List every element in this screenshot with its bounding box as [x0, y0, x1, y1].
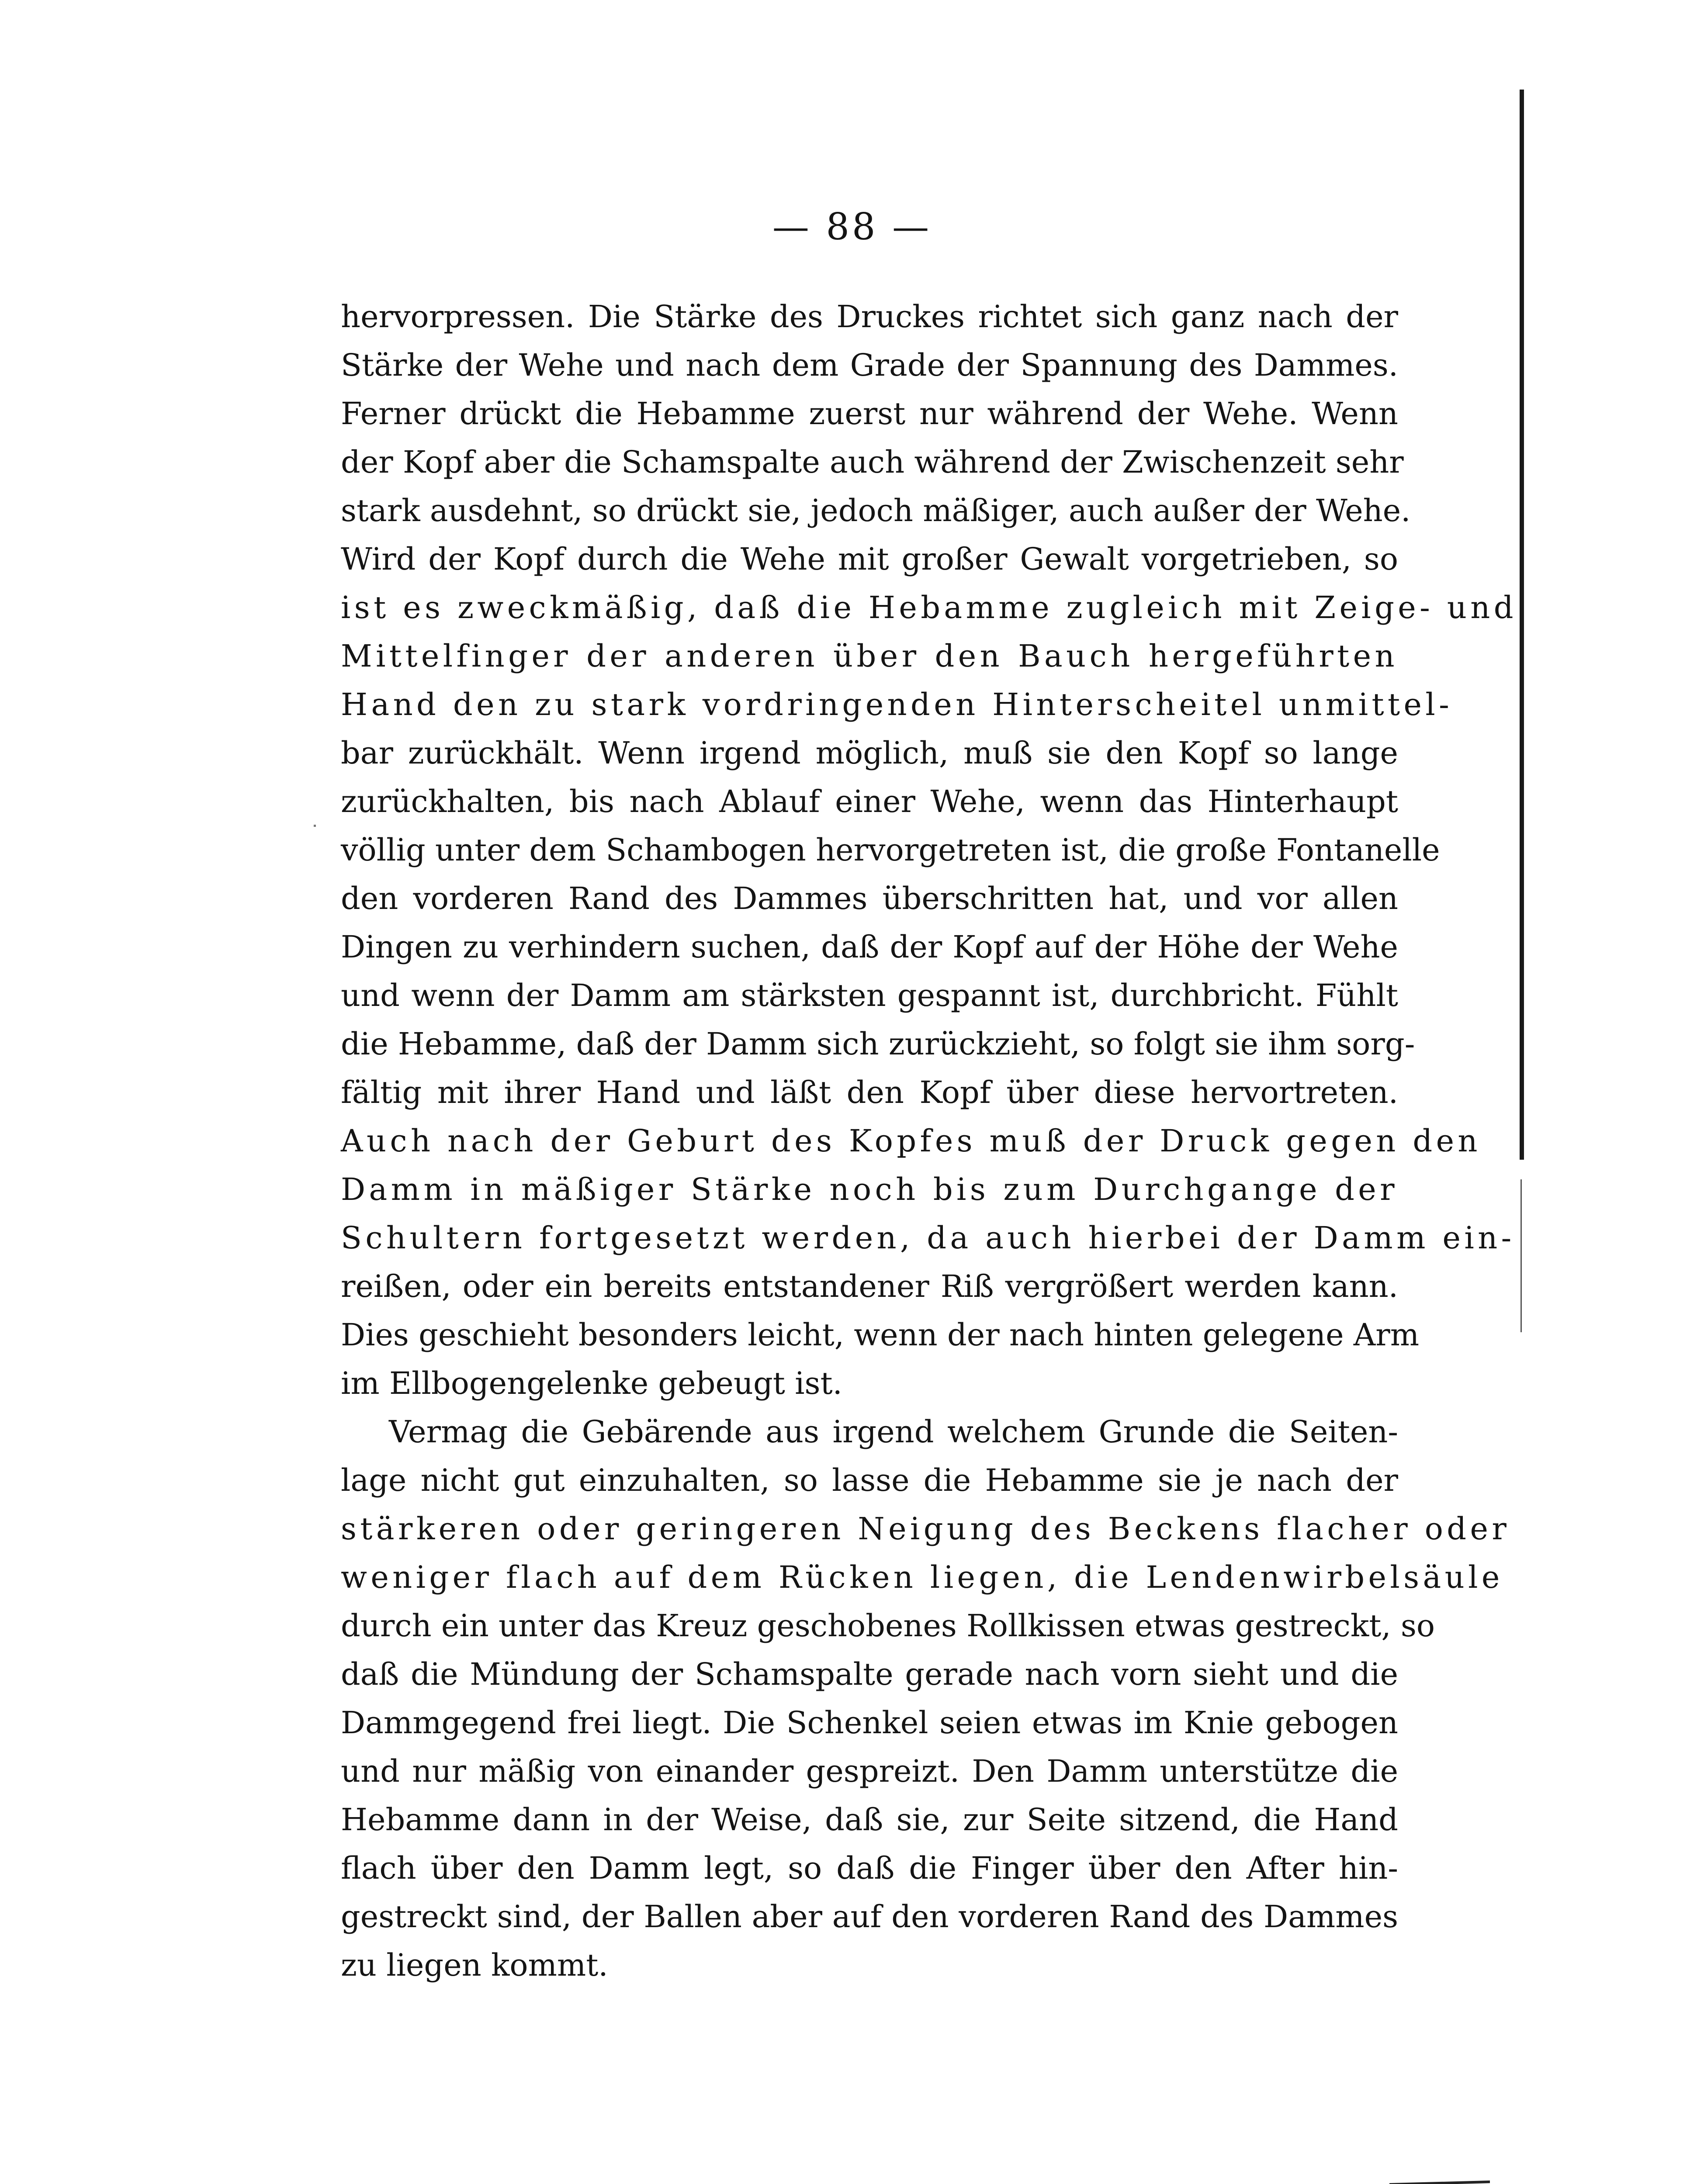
text-line: Dingen zu verhindern suchen, daß der Kopf auf der Höhe der Wehe — [341, 929, 1398, 965]
text-line: zurückhalten, bis nach Ablauf einer Wehe, wenn das Hinterhaupt — [341, 784, 1398, 819]
scan-page-edge-lower — [1520, 1179, 1522, 1332]
text-line: im Ellbogengelenke gebeugt ist. — [341, 1365, 842, 1401]
text-line: Wird der Kopf durch die Wehe mit großer Gewalt vorgetrieben, so — [341, 541, 1398, 577]
text-line: fältig mit ihrer Hand und läßt den Kopf über diese hervortreten. — [341, 1075, 1398, 1110]
text-line: daß die Mündung der Schamspalte gerade nach vorn sieht und die — [341, 1656, 1398, 1692]
scan-speck — [314, 825, 316, 827]
page-number: — 88 — — [772, 205, 932, 248]
text-line: zu liegen kommt. — [341, 1947, 608, 1983]
text-line: Vermag die Gebärende aus irgend welchem Grunde die Seiten- — [389, 1414, 1398, 1450]
text-line: Mittelfinger der anderen über den Bauch hergeführten — [341, 638, 1398, 674]
text-line: Damm in mäßiger Stärke noch bis zum Durchgange der — [341, 1171, 1398, 1207]
text-line: gestreckt sind, der Ballen aber auf den vorderen Rand des Dammes — [341, 1899, 1398, 1935]
text-line: bar zurückhält. Wenn irgend möglich, muß sie den Kopf so lange — [341, 735, 1398, 771]
text-line: die Hebamme, daß der Damm sich zurückzieht, so folgt sie ihm sorg- — [341, 1026, 1415, 1062]
text-line: der Kopf aber die Schamspalte auch während der Zwischenzeit sehr — [341, 444, 1404, 480]
text-line: völlig unter dem Schambogen hervorgetreten ist, die große Fontanelle — [341, 832, 1440, 868]
text-line: reißen, oder ein bereits entstandener Riß vergrößert werden kann. — [341, 1268, 1398, 1304]
text-line: Dies geschieht besonders leicht, wenn der nach hinten gelegene Arm — [341, 1317, 1420, 1353]
body-text — [341, 293, 1517, 1990]
scan-mark — [1389, 2181, 1490, 2184]
paragraph-2 — [341, 1408, 1510, 1990]
text-line: Hebamme dann in der Weise, daß sie, zur Seite sitzend, die Hand — [341, 1802, 1398, 1838]
text-line: Ferner drückt die Hebamme zuerst nur während der Wehe. Wenn — [341, 396, 1398, 432]
text-line: Hand den zu stark vordringenden Hinterscheitel unmittel- — [341, 687, 1453, 722]
text-line: stärkeren oder geringeren Neigung des Beckens flacher oder — [341, 1511, 1510, 1547]
paragraph-1 — [341, 293, 1517, 1408]
text-line: Schultern fortgesetzt werden, da auch hierbei der Damm ein- — [341, 1220, 1515, 1256]
text-line: weniger flach auf dem Rücken liegen, die Lendenwirbelsäule — [341, 1559, 1503, 1595]
text-line: flach über den Damm legt, so daß die Finger über den After hin- — [341, 1850, 1398, 1886]
text-line: ist es zweckmäßig, daß die Hebamme zugleich mit Zeige- und — [341, 590, 1517, 625]
scan-page-edge — [1520, 90, 1524, 1160]
text-line: durch ein unter das Kreuz geschobenes Rollkissen etwas gestreckt, so — [341, 1608, 1435, 1644]
text-line: Dammgegend frei liegt. Die Schenkel seien etwas im Knie gebogen — [341, 1705, 1398, 1741]
text-line: und wenn der Damm am stärksten gespannt ist, durchbricht. Fühlt — [341, 978, 1398, 1013]
text-line: und nur mäßig von einander gespreizt. Den Damm unterstütze die — [341, 1753, 1398, 1789]
text-line: stark ausdehnt, so drückt sie, jedoch mäßiger, auch außer der Wehe. — [341, 493, 1411, 529]
text-line: hervorpressen. Die Stärke des Druckes richtet sich ganz nach der — [341, 299, 1398, 335]
text-line: den vorderen Rand des Dammes überschritten hat, und vor allen — [341, 881, 1398, 916]
text-line: Stärke der Wehe und nach dem Grade der Spannung des Dammes. — [341, 347, 1398, 383]
text-line: lage nicht gut einzuhalten, so lasse die Hebamme sie je nach der — [341, 1462, 1398, 1498]
text-line: Auch nach der Geburt des Kopfes muß der Druck gegen den — [341, 1123, 1481, 1159]
